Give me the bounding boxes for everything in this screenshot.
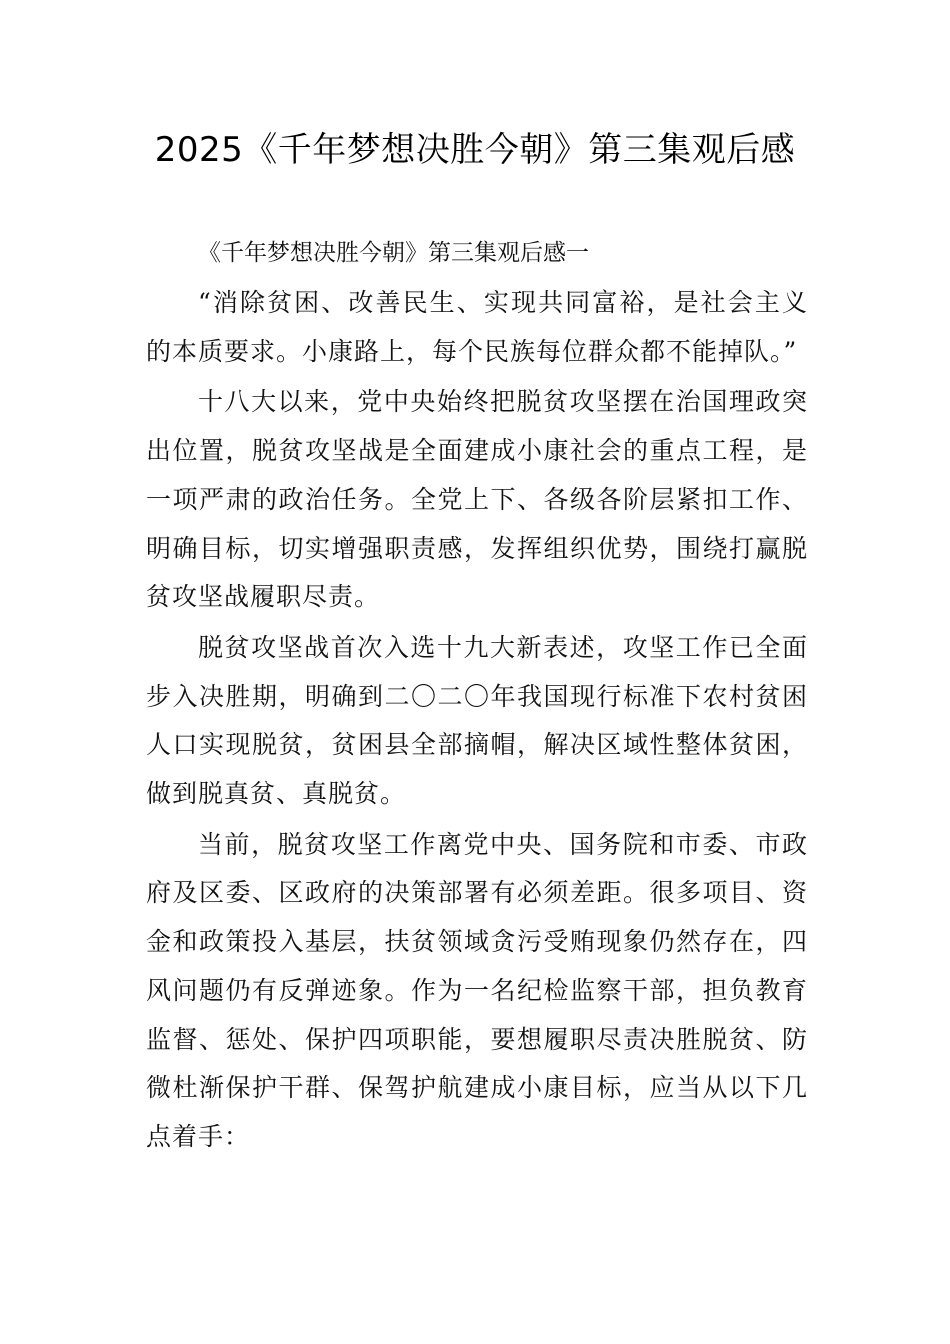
paragraph-quote: “消除贫困、改善民生、实现共同富裕，是社会主义的本质要求。小康路上，每个民族每位群众都不能掉队。” — [146, 288, 808, 366]
paragraph-2: 脱贫攻坚战首次入选十九大新表述，攻坚工作已全面步入决胜期，明确到二〇二〇年我国现行标准下农村贫困人口实现脱贫，贫困县全部摘帽，解决区域性整体贫困，做到脱真贫、真脱贫。 — [146, 632, 808, 809]
paragraph-1: 十八大以来，党中央始终把脱贫攻坚摆在治国理政突出位置，脱贫攻坚战是全面建成小康社会的重点工程，是一项严肃的政治任务。全党上下、各级各阶层紧扣工作、明确目标，切实增强职责感，发挥组织优势，围绕打赢脱贫攻坚战履职尽责。 — [146, 387, 808, 612]
document-body — [146, 227, 808, 1162]
paragraph-3: 当前，脱贫攻坚工作离党中央、国务院和市委、市政府及区委、区政府的决策部署有必须差距。很多项目、资金和政策投入基层，扶贫领域贪污受贿现象仍然存在，四风问题仍有反弹迹象。作为一名纪检监察干部，担负教育监督、惩处、保护四项职能，要想履职尽责决胜脱贫、防微杜渐保护干群、保驾护航建成小康目标，应当从以下几点着手： — [146, 829, 808, 1151]
section-subheading: 《千年梦想决胜今朝》第三集观后感一 — [198, 240, 589, 266]
document-title: 2025《千年梦想决胜今朝》第三集观后感 — [154, 130, 796, 170]
